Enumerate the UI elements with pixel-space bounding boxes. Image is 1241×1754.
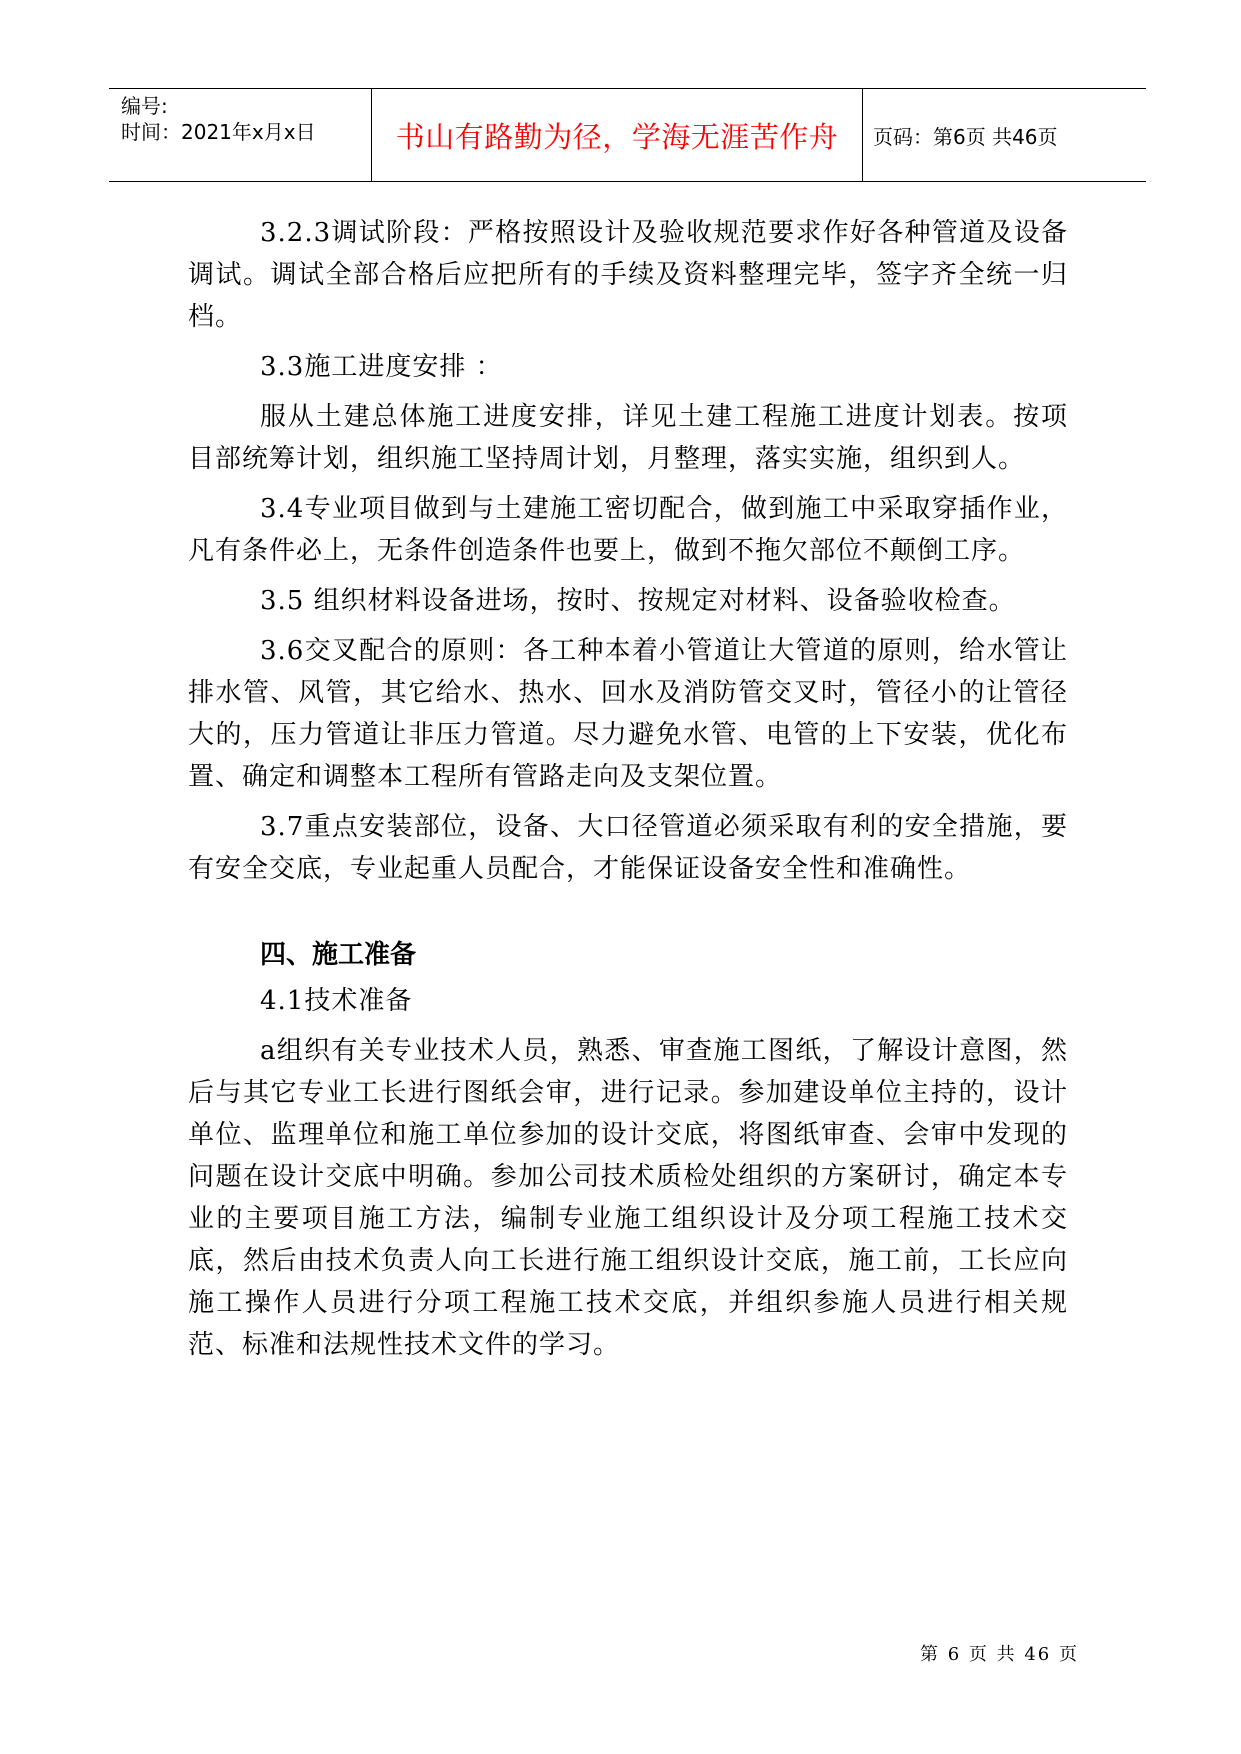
header-right-cell: [863, 89, 1146, 181]
section-4-heading: 四、施工准备: [260, 940, 417, 970]
page-header: [109, 88, 1146, 182]
document-number-label: 编号:: [121, 94, 168, 118]
header-middle-cell: [372, 89, 863, 181]
page-footer: 第 6 页 共 46 页: [920, 1644, 1079, 1665]
paragraph-3-3-title: 3.3施工进度安排 ：: [260, 352, 503, 382]
paragraph-3-4: 3.4专业项目做到与土建施工密切配合，做到施工中采取穿插作业，凡有条件必上，无条件创造条件也要上，做到不拖欠部位不颠倒工序。: [188, 494, 1068, 566]
section-4-1-paragraph: a组织有关专业技术人员，熟悉、审查施工图纸，了解设计意图，然后与其它专业工长进行图纸会审，进行记录。参加建设单位主持的，设计单位、监理单位和施工单位参加的设计交底，将图纸审查、会审中发现的问题在设计交底中明确。参加公司技术质检处组织的方案研讨，确定本专业的主要项目施工方法，编制专业施工组织设计及分项工程施工技术交底，然后由技术负责人向工长进行施工组织设计交底，施工前，工长应向施工操作人员进行分项工程施工技术交底，并组织参施人员进行相关规范、标准和法规性技术文件的学习。: [188, 1036, 1068, 1360]
paragraph-3-5: 3.5 组织材料设备进场，按时、按规定对材料、设备验收检查。: [260, 586, 1016, 616]
header-left-cell: [109, 89, 372, 181]
paragraph-3-7: 3.7重点安装部位，设备、大口径管道必须采取有利的安全措施，要有安全交底，专业起重人员配合，才能保证设备安全性和准确性。: [188, 812, 1068, 884]
section-4-1-subheading: 4.1技术准备: [260, 986, 413, 1016]
document-time-label: 时间：2021年x月x日: [121, 120, 316, 144]
document-body: [188, 212, 1068, 1374]
header-motto: 书山有路勤为径，学海无涯苦作舟: [395, 119, 839, 154]
paragraph-3-6: 3.6交叉配合的原则：各工种本着小管道让大管道的原则，给水管让排水管、风管，其它给水、热水、回水及消防管交叉时，管径小的让管径大的，压力管道让非压力管道。尽力避免水管、电管的上下安装，优化布置、确定和调整本工程所有管路走向及支架位置。: [188, 636, 1068, 792]
header-page-info: 页码：第6页 共46页: [873, 124, 1058, 149]
paragraph-3-3-body: 服从土建总体施工进度安排，详见土建工程施工进度计划表。按项目部统筹计划，组织施工坚持周计划，月整理，落实实施，组织到人。: [188, 402, 1068, 474]
paragraph-3-2-3: 3.2.3调试阶段：严格按照设计及验收规范要求作好各种管道及设备调试。调试全部合格后应把所有的手续及资料整理完毕，签字齐全统一归档。: [188, 218, 1068, 332]
